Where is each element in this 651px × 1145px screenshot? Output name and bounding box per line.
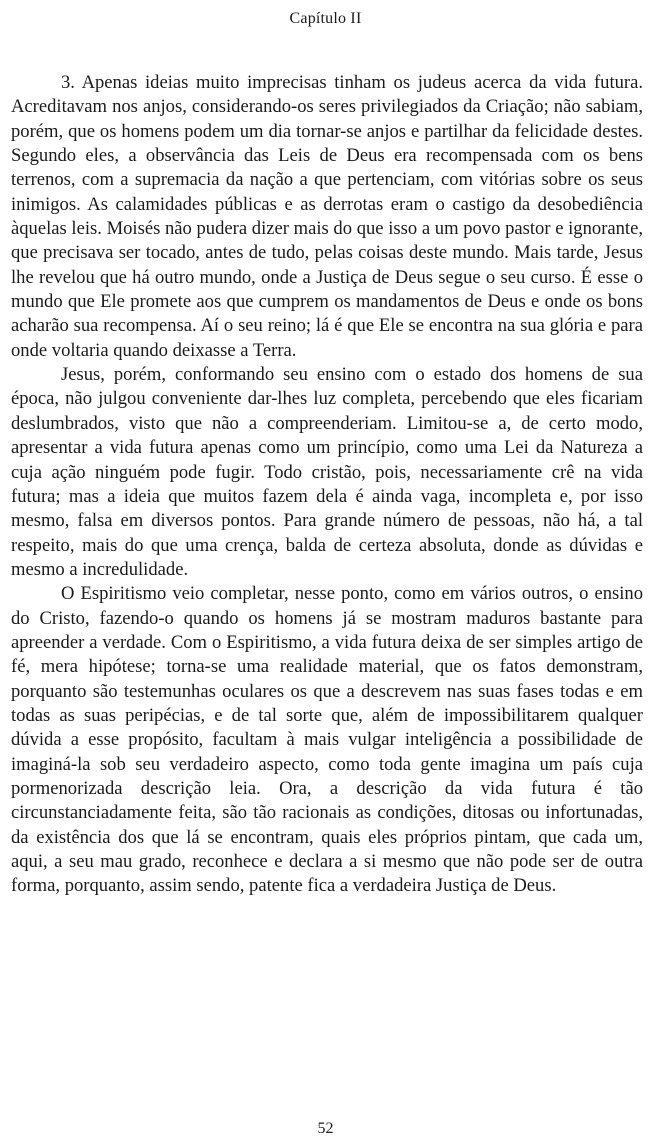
body-text: [11, 71, 643, 899]
paragraph-3: 3. Apenas ideias muito imprecisas tinham os judeus acerca da vida futura. Acreditavam nos anjos, considerando-os seres privilegiados da Criação; não sabiam, porém, que os homens podem um dia tornar-se anjos e partilhar da felicidade destes. Segundo eles, a observância das Leis de Deus era recompensada com os bens terrenos, com a supremacia da nação a que pertenciam, com vitórias sobre os seus inimigos. As calamidades públicas e as derrotas eram o castigo da desobediência àquelas leis. Moisés não pudera dizer mais do que isso a um povo pastor e ignorante, que precisava ser tocado, antes de tudo, pelas coisas deste mundo. Mais tarde, Jesus lhe revelou que há outro mundo, onde a Justiça de Deus segue o seu curso. É esse o mundo que Ele promete aos que cumprem os mandamentos de Deus e onde os bons acharão sua recompensa. Aí o seu reino; lá é que Ele se encontra na sua glória e para onde voltaria quando deixasse a Terra.: [11, 72, 643, 361]
paragraph-jesus: Jesus, porém, conformando seu ensino com o estado dos homens de sua época, não julgou conveniente dar-lhes luz completa, percebendo que eles ficariam deslumbrados, visto que não a compreenderiam. Limitou-se a, de certo modo, apresentar a vida futura apenas como um princípio, como uma Lei da Natureza a cuja ação ninguém pode fugir. Todo cristão, pois, necessariamente crê na vida futura; mas a ideia que muitos fazem dela é ainda vaga, incompleta e, por isso mesmo, falsa em diversos pontos. Para grande número de pessoas, não há, a tal respeito, mais do que uma crença, balda de certeza absoluta, donde as dúvidas e mesmo a incredulidade.: [11, 364, 643, 580]
paragraph-espiritismo: O Espiritismo veio completar, nesse ponto, como em vários outros, o ensino do Cristo, fazendo-o quando os homens já se mostram maduros bastante para apreender a verdade. Com o Espiritismo, a vida futura deixa de ser simples artigo de fé, mera hipótese; torna-se uma realidade material, que os fatos demonstram, porquanto são testemunhas oculares os que a descrevem nas suas fases todas e em todas as suas peripécias, e de tal sorte que, além de impossibilitarem qualquer dúvida a esse propósito, facultam à mais vulgar inteligência a possibilidade de imaginá-la sob seu verdadeiro aspecto, como toda gente imagina um país cuja pormenorizada descrição leia. Ora, a descrição da vida futura é tão circunstanciadamente feita, são tão racionais as condições, ditosas ou infortunadas, da existência dos que lá se encontram, quais eles próprios pintam, que cada um, aqui, a seu mau grado, reconhece e declara a si mesmo que não pode ser de outra forma, porquanto, assim sendo, patente fica a verdadeira Justiça de Deus.: [11, 583, 643, 897]
page-number: 52: [317, 1120, 334, 1137]
running-header: Capítulo II: [289, 10, 362, 27]
